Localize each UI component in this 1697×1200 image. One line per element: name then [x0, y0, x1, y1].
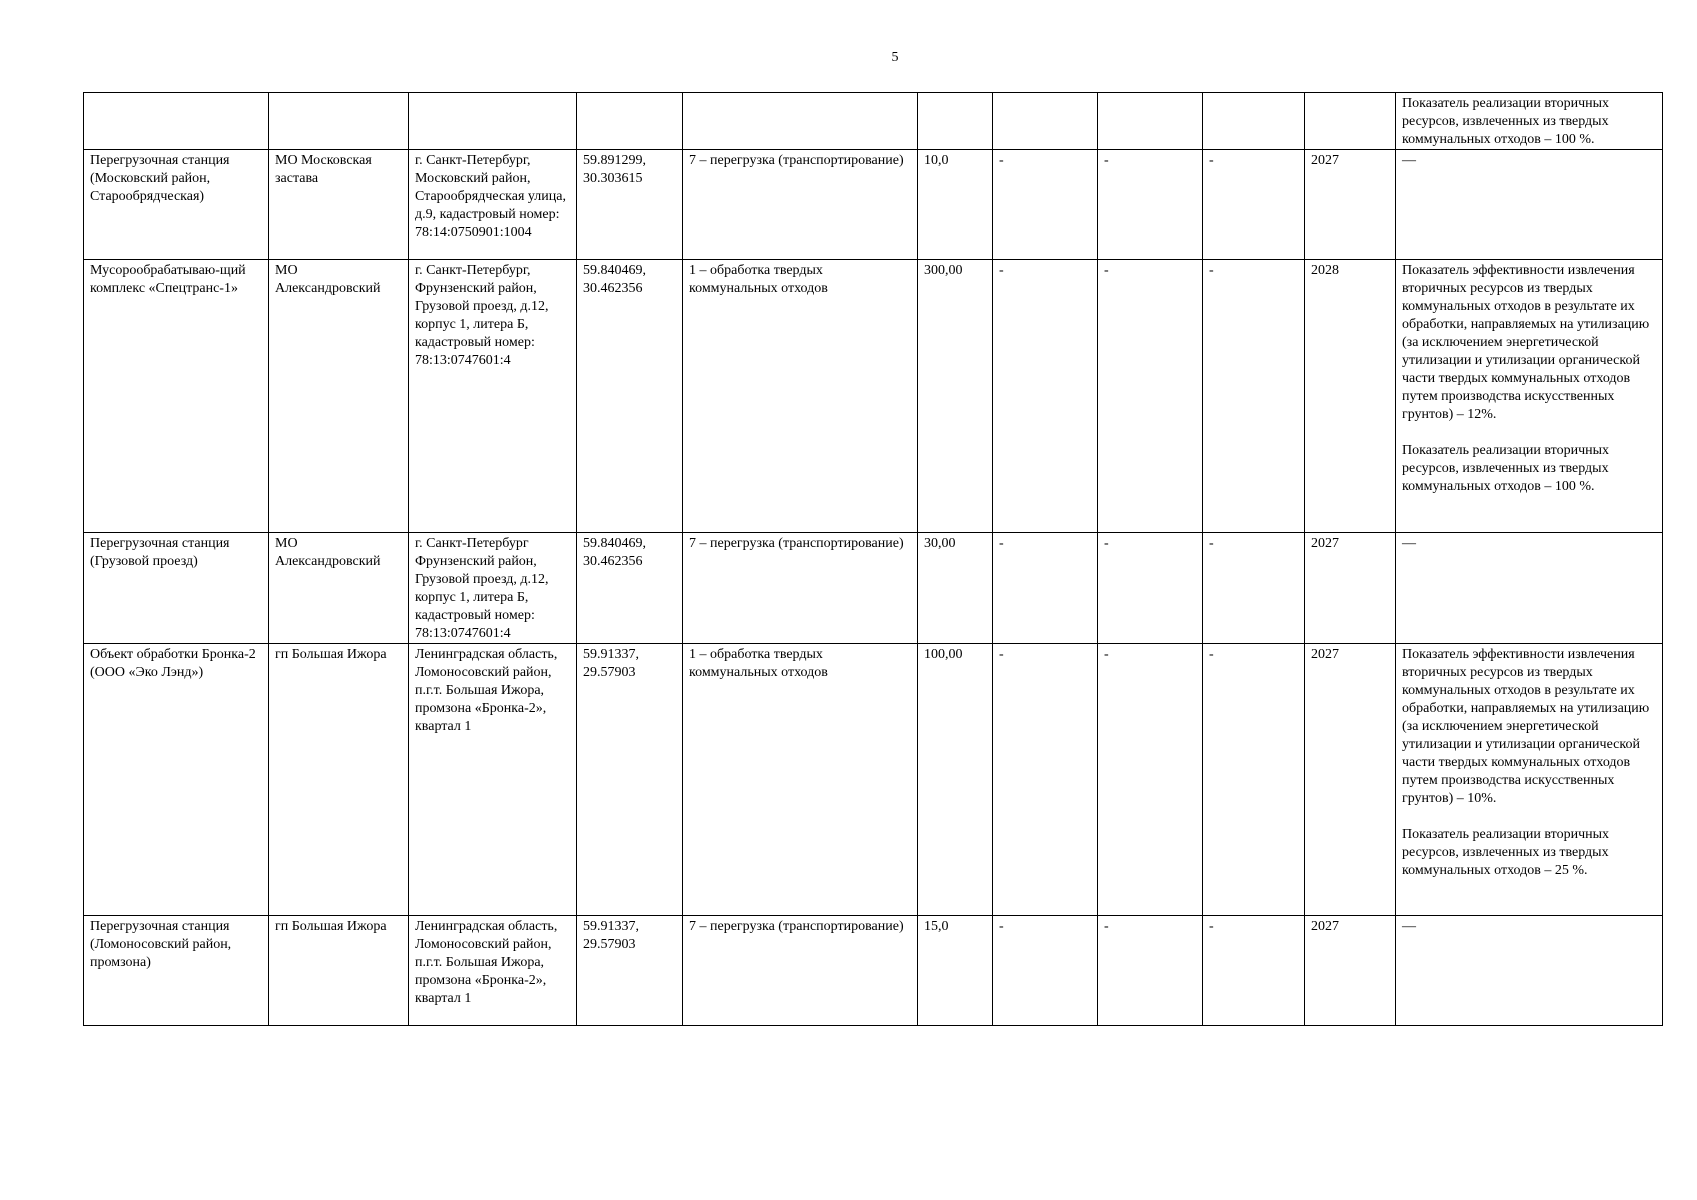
cell-year [1305, 93, 1396, 150]
cell-address [409, 93, 577, 150]
cell-municipality: МО Александровский [269, 533, 409, 644]
cell-year: 2028 [1305, 260, 1396, 533]
cell-address: г. Санкт-Петербург, Фрунзенский район, Грузовой проезд, д.12, корпус 1, литера Б, кадастровый номер: 78:13:0747601:4 [409, 260, 577, 533]
cell-municipality: МО Александровский [269, 260, 409, 533]
cell-capacity: 100,00 [918, 644, 993, 916]
cell-col9: - [1203, 916, 1305, 1026]
cell-coordinates: 59.891299, 30.303615 [577, 150, 683, 260]
cell-address: г. Санкт-Петербург, Московский район, Старообрядческая улица, д.9, кадастровый номер: 78:14:0750901:1004 [409, 150, 577, 260]
cell-municipality [269, 93, 409, 150]
cell-capacity: 300,00 [918, 260, 993, 533]
cell-name: Объект обработки Бронка-2 (ООО «Эко Лэнд») [84, 644, 269, 916]
cell-address: Ленинградская область, Ломоносовский район, п.г.т. Большая Ижора, промзона «Бронка-2», квартал 1 [409, 644, 577, 916]
cell-name: Мусорообрабатываю-щий комплекс «Спецтранс-1» [84, 260, 269, 533]
cell-col8: - [1098, 150, 1203, 260]
cell-indicators: Показатель эффективности извлечения вторичных ресурсов из твердых коммунальных отходов в результате их обработки, направляемых на утилизацию (за исключением энергетической утилизации и утилизации органической части твердых коммунальных отходов путем производства искусственных грунтов) – 10%. Показатель реализации вторичных ресурсов, извлеченных из твердых коммунальных отходов – 25 %. [1396, 644, 1663, 916]
cell-col8: - [1098, 644, 1203, 916]
table-row [84, 150, 1663, 260]
cell-year: 2027 [1305, 533, 1396, 644]
table-row [84, 533, 1663, 644]
cell-col7: - [993, 533, 1098, 644]
table-row [84, 916, 1663, 1026]
cell-indicators: — [1396, 916, 1663, 1026]
cell-indicators: Показатель реализации вторичных ресурсов, извлеченных из твердых коммунальных отходов – 100 %. [1396, 93, 1663, 150]
table-row [84, 93, 1663, 150]
cell-col8 [1098, 93, 1203, 150]
cell-col9 [1203, 93, 1305, 150]
cell-activity: 1 – обработка твердых коммунальных отходов [683, 260, 918, 533]
cell-activity: 7 – перегрузка (транспортирование) [683, 916, 918, 1026]
cell-activity: 7 – перегрузка (транспортирование) [683, 150, 918, 260]
cell-col9: - [1203, 150, 1305, 260]
cell-activity: 7 – перегрузка (транспортирование) [683, 533, 918, 644]
cell-municipality: МО Московская застава [269, 150, 409, 260]
cell-name: Перегрузочная станция (Московский район, Старообрядческая) [84, 150, 269, 260]
cell-col9: - [1203, 644, 1305, 916]
cell-col7: - [993, 916, 1098, 1026]
cell-capacity: 30,00 [918, 533, 993, 644]
cell-col8: - [1098, 916, 1203, 1026]
cell-col7 [993, 93, 1098, 150]
cell-year: 2027 [1305, 644, 1396, 916]
cell-col9: - [1203, 260, 1305, 533]
cell-municipality: гп Большая Ижора [269, 644, 409, 916]
cell-indicators: Показатель эффективности извлечения вторичных ресурсов из твердых коммунальных отходов в результате их обработки, направляемых на утилизацию (за исключением энергетической утилизации и утилизации органической части твердых коммунальных отходов путем производства искусственных грунтов) – 12%. Показатель реализации вторичных ресурсов, извлеченных из твердых коммунальных отходов – 100 %. [1396, 260, 1663, 533]
cell-capacity: 10,0 [918, 150, 993, 260]
cell-coordinates [577, 93, 683, 150]
cell-coordinates: 59.91337, 29.57903 [577, 916, 683, 1026]
cell-indicators: — [1396, 150, 1663, 260]
cell-coordinates: 59.840469, 30.462356 [577, 260, 683, 533]
cell-address: Ленинградская область, Ломоносовский район, п.г.т. Большая Ижора, промзона «Бронка-2», квартал 1 [409, 916, 577, 1026]
cell-col7: - [993, 150, 1098, 260]
page-number: 5 [891, 50, 899, 65]
cell-address: г. Санкт-Петербург Фрунзенский район, Грузовой проезд, д.12, корпус 1, литера Б, кадастровый номер: 78:13:0747601:4 [409, 533, 577, 644]
cell-municipality: гп Большая Ижора [269, 916, 409, 1026]
cell-year: 2027 [1305, 916, 1396, 1026]
cell-coordinates: 59.840469, 30.462356 [577, 533, 683, 644]
cell-year: 2027 [1305, 150, 1396, 260]
cell-name [84, 93, 269, 150]
cell-capacity: 15,0 [918, 916, 993, 1026]
cell-capacity [918, 93, 993, 150]
cell-col8: - [1098, 533, 1203, 644]
cell-coordinates: 59.91337, 29.57903 [577, 644, 683, 916]
cell-col7: - [993, 260, 1098, 533]
facilities-table [83, 92, 1663, 1026]
table-row [84, 260, 1663, 533]
cell-name: Перегрузочная станция (Грузовой проезд) [84, 533, 269, 644]
cell-indicators: — [1396, 533, 1663, 644]
cell-name: Перегрузочная станция (Ломоносовский район, промзона) [84, 916, 269, 1026]
cell-activity [683, 93, 918, 150]
cell-col9: - [1203, 533, 1305, 644]
cell-activity: 1 – обработка твердых коммунальных отходов [683, 644, 918, 916]
cell-col7: - [993, 644, 1098, 916]
table-row [84, 644, 1663, 916]
cell-col8: - [1098, 260, 1203, 533]
